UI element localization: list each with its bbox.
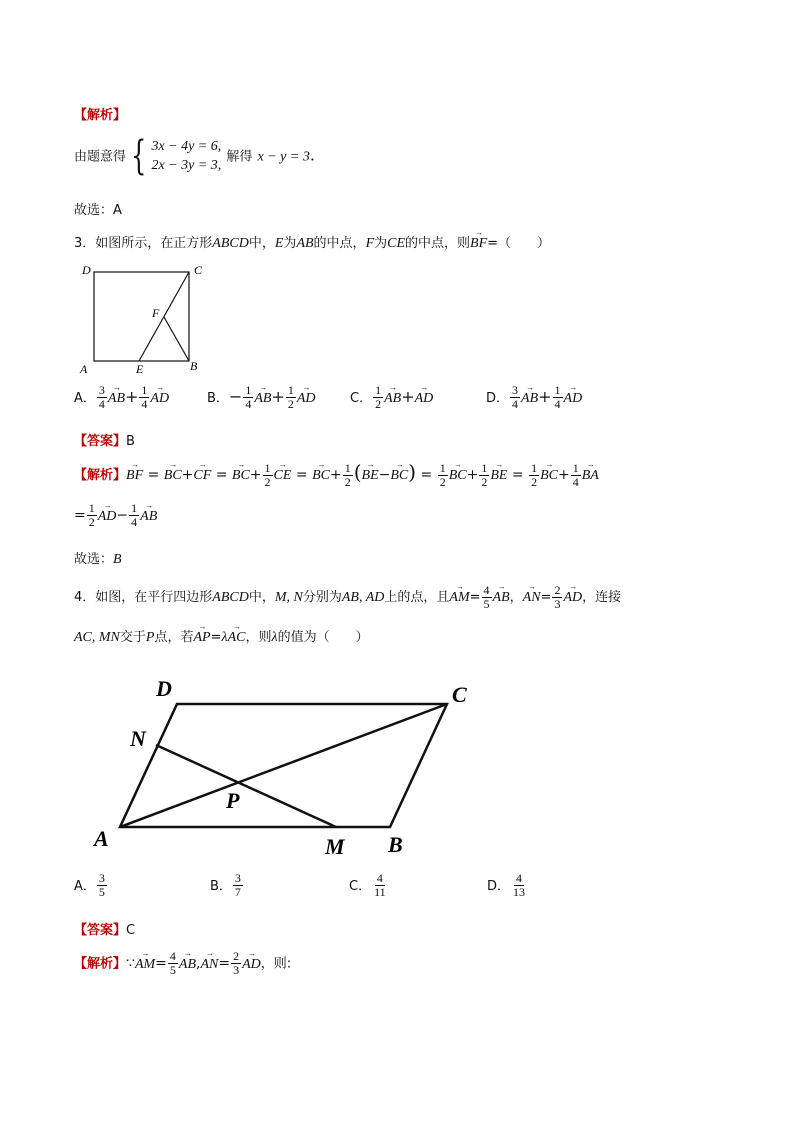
q3-option-b [207,384,316,411]
analysis-tag: 【解析】 [74,468,127,483]
q4-end: 的值为（ ） [277,630,369,645]
analysis-tag: 【解析】 [74,108,127,123]
q4-answer-line [74,919,135,938]
q4-stem-mid1: 中， [248,590,275,605]
vector: → AD [297,391,316,407]
operator: + [401,387,415,406]
q3-solution-line-2 [74,502,157,529]
vector: → BC [164,468,182,484]
q4-answer: C [126,923,136,938]
parallelogram-figure [90,672,490,862]
label-c: C [452,682,467,707]
q4-stem-mid3: 上的点，且 [384,590,450,605]
vector: → BC [312,468,330,484]
fraction: $\frac{1}{4}$ [572,460,579,489]
square-abcd [94,272,189,361]
vector: → AB [140,509,157,525]
operator: = [210,630,222,645]
brace-icon: { [131,133,147,179]
q4-option-d [487,872,528,899]
vector: → AD [242,957,261,973]
option-label: C． [350,391,373,406]
lambda: λ [271,630,278,645]
fraction: $\frac{4}{5}$ [483,583,490,611]
label-d: D [156,676,172,701]
fraction: $\frac{1}{4}$ [554,383,561,411]
q4-stem-mn: M, N [274,590,303,605]
operator: + [538,387,552,406]
q3-option-c [350,384,433,411]
vector: → AB [384,391,401,407]
lambda: λ [221,630,228,645]
operator: − [228,387,243,406]
q3-stem-prefix: 3．如图所示，在正方形 [74,236,213,251]
q4-stem-mid2: 分别为 [302,590,342,605]
option-label: A． [74,879,96,894]
q2-choice: 故选：A [74,203,122,218]
vector: → AD [415,391,434,407]
vector: → AB [108,391,125,407]
q2-period: . [309,145,315,165]
label-c: C [194,263,203,277]
operator: + [125,387,139,406]
q4-stem-abcd: ABCD [212,590,249,605]
vector: → AB [254,391,271,407]
vector: → BE [362,468,379,484]
q3-option-d [486,384,582,411]
option-label: B． [210,879,232,894]
q3-answer: B [126,434,135,449]
q3-stem-mid5: 的中点，则 [405,236,471,251]
vector: → AB [521,391,538,407]
q3-stem-e: E [274,236,284,251]
vector: → BC [390,468,408,484]
vector: → BC [232,468,250,484]
choice-prefix: 故选： [74,552,114,567]
paren: ( [353,460,362,484]
operator: + [271,387,285,406]
choice-value: B [113,552,122,567]
fraction: $\frac{1}{2}$ [439,460,446,489]
fraction: $\frac{2}{3}$ [554,583,561,611]
vector: → BF [126,468,143,484]
fraction: $\frac{1}{2}$ [88,501,95,529]
q3-stem-abcd: ABCD [212,236,249,251]
label-b: B [190,359,198,373]
vector: → AD [564,391,583,407]
vector: → AM [449,590,469,606]
vector-bf: → BF [470,236,487,252]
vector: → AP [193,630,210,646]
label-a: A [80,362,88,376]
vector: → CE [274,468,292,484]
segment-mn [156,745,336,827]
fraction: $\frac{1}{2}$ [375,383,382,411]
q3-stem-f: F [365,236,375,251]
fraction: $\frac{1}{4}$ [141,383,148,411]
label-b: B [388,832,403,857]
q4-p: P [145,630,155,645]
vector: → AC [228,630,246,646]
vector: → AB [179,957,196,973]
fraction: $\frac{1}{2}$ [287,383,294,411]
vector: → AD [150,391,169,407]
vector: → AN [200,957,218,973]
vector: → AM [135,957,155,973]
q3-stem-mid1: 中， [248,236,275,251]
vector: → CF [193,468,211,484]
label-n: N [130,726,146,751]
q4-stem-abad: AB, AD [341,590,385,605]
q3-stem-mid4: 为 [374,236,388,251]
q3-choice [74,548,122,568]
square-figure [72,262,212,377]
q4-option-b [210,872,244,899]
q2-text-mid: 解得 [226,149,253,165]
operator: = [155,955,167,972]
fraction: $\frac{1}{4}$ [131,501,138,529]
equation-1: 3x − 4y = 6, [151,139,222,154]
fraction: $\frac{4}{11}$ [374,871,386,899]
q4-stem-line-1 [74,584,621,611]
fraction: $\frac{1}{2}$ [481,460,488,489]
answer-tag: 【答案】 [74,923,127,938]
option-label: B． [207,391,229,406]
fraction: $\frac{2}{3}$ [233,949,240,977]
fraction: $\frac{1}{2}$ [264,460,271,489]
q2-solution-line [74,133,315,179]
operator: + [557,467,570,483]
operator: = [540,590,552,605]
fraction: $\frac{3}{4}$ [98,383,105,411]
label-f: F [152,306,160,320]
because-symbol: ∵ [126,955,135,972]
option-label: C． [349,879,372,894]
fraction: $\frac{3}{5}$ [98,871,105,899]
q3-stem-ab: AB [296,236,314,251]
q4-stem-end1: ，连接 [582,590,622,605]
operator: − [116,507,129,524]
q4-mid1: 交于 [119,630,146,645]
q3-stem-ce: CE [387,236,406,251]
fraction: $\frac{1}{4}$ [245,383,252,411]
vector: → AD [98,509,117,525]
q4-stem-line-2 [74,626,369,646]
label-p: P [226,788,240,813]
operator: = [469,590,481,605]
punct: ， [509,590,523,605]
q4-solution-line: 【解析】∵→ AM= $\frac{4}{5}$ → AB,→ AN= $\frac{2}{3}$ → AD，则: [74,950,291,977]
q3-stem-mid3: 的中点， [313,236,366,251]
option-label: A． [74,391,96,406]
q2-result: x − y = 3 [257,149,310,165]
vector: → AB [493,590,510,606]
vector: → AN [523,590,541,606]
q4-option-c [349,872,389,899]
label-e: E [136,362,144,376]
operator: = [147,467,160,483]
paren: ) [408,460,417,484]
segment-fb [164,317,189,361]
operator: + [181,467,194,483]
q2-text-before: 由题意得 [74,149,127,165]
operator: = [420,467,433,483]
q3-stem-end: =（ ） [487,236,551,251]
q4-acmn: AC, MN [74,630,120,645]
q3-solution-line-1 [74,460,599,489]
label-m: M [325,834,345,859]
label-d: D [82,263,91,277]
q3-option-a [74,384,169,411]
analysis-tag: 【解析】 [74,956,127,972]
q3-stem-mid2: 为 [283,236,297,251]
fraction: $\frac{1}{2}$ [344,460,351,489]
fraction: $\frac{4}{13}$ [513,871,526,899]
operator: = [215,467,228,483]
fraction: $\frac{3}{7}$ [234,871,241,899]
answer-tag: 【答案】 [74,434,127,449]
equation-2: 2x − 3y = 3, [151,158,222,173]
label-a: A [94,826,109,851]
operator: + [466,467,479,483]
vector: → BE [490,468,507,484]
operator: + [249,467,262,483]
q4-stem-prefix: 4．如图，在平行四边形 [74,590,213,605]
q4-option-a [74,872,108,899]
operator: = [295,467,308,483]
q4-mid2: 点，若 [154,630,194,645]
operator: = [511,467,524,483]
operator: − [378,467,391,483]
then-text: ，则: [260,956,292,972]
vector: → BC [449,468,467,484]
vector: → BC [540,468,558,484]
vector: → BA [582,468,599,484]
fraction: $\frac{3}{4}$ [512,383,519,411]
operator: = [218,955,231,972]
operator: + [329,467,342,483]
q3-answer-line [74,430,135,449]
option-label: D． [486,391,510,406]
option-label: D． [487,879,511,894]
vector: → AD [563,590,582,606]
fraction: $\frac{4}{5}$ [169,949,176,977]
equation-system [151,137,221,175]
q3-stem [74,232,550,252]
fraction: $\frac{1}{2}$ [531,460,538,489]
q4-mid3: ，则 [245,630,272,645]
operator: = [74,507,86,524]
